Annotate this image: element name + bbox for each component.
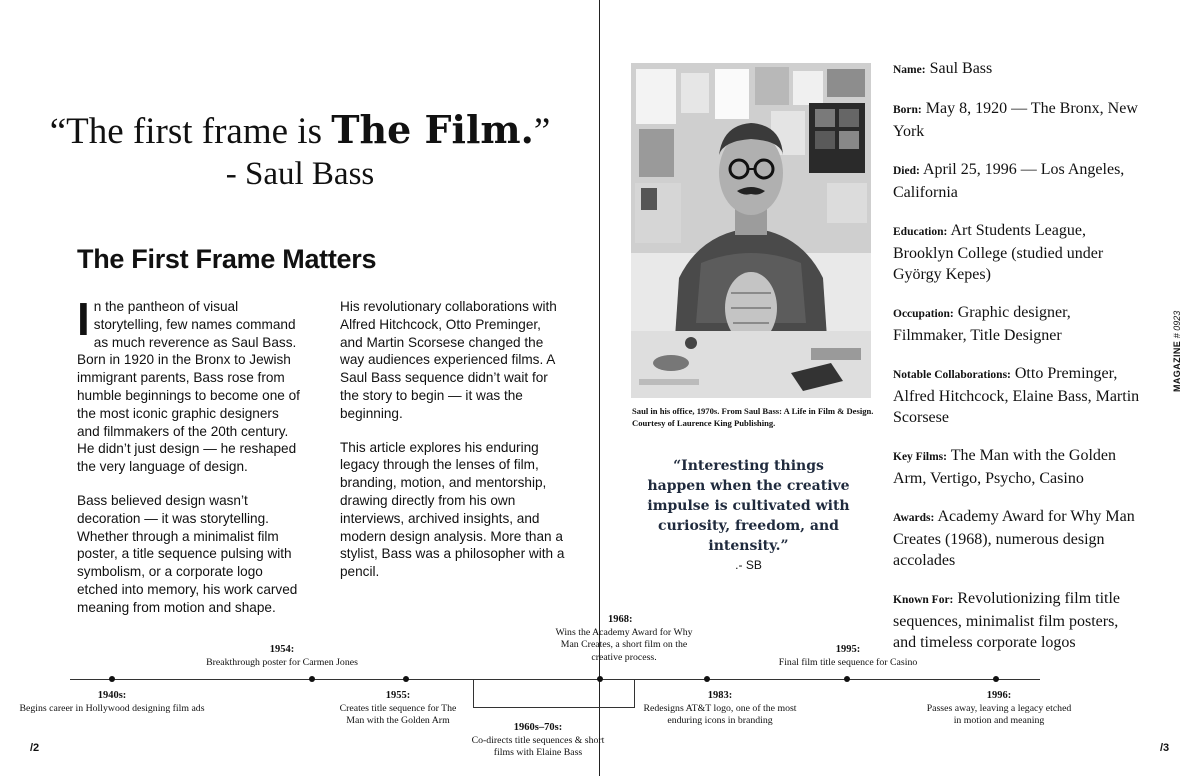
fact-label: Notable Collaborations: <box>893 369 1011 381</box>
fact-value: Saul Bass <box>929 60 993 77</box>
timeline-range-bracket <box>473 679 635 708</box>
timeline-event <box>640 690 800 728</box>
timeline-text: Redesigns AT&T logo, one of the most enduring icons in branding <box>643 702 797 726</box>
fact-key-films <box>893 445 1143 489</box>
timeline-text: Creates title sequence for The Man with the Golden Arm <box>339 702 457 726</box>
timeline-event <box>182 644 382 669</box>
timeline-marker <box>597 676 603 682</box>
quote-emphasis: The Film. <box>331 107 534 152</box>
timeline-event <box>331 690 465 728</box>
fact-education <box>893 220 1143 285</box>
timeline-year: 1955: <box>385 690 411 701</box>
fact-collaborations <box>893 363 1143 428</box>
drop-cap: I <box>77 293 90 345</box>
article-title: The First Frame Matters <box>77 244 377 274</box>
timeline-event <box>548 614 700 664</box>
timeline-year: 1995: <box>835 644 861 655</box>
fact-label: Name: <box>893 64 926 76</box>
paragraph: This article explores his enduring legacy through the lenses of film, branding, motion, and mentorship, drawing directly from his own interviews, archived insights, and modern design analysis. More than a stylist, Bass was a philosopher with a pencil. <box>340 439 565 580</box>
fact-value: Revolutionizing film title sequences, minimalist film posters, and timeless corporate logos <box>893 590 1121 651</box>
fact-label: Education: <box>893 226 948 238</box>
headline-quote <box>0 108 600 194</box>
pull-quote-text: “Interesting things happen when the creative impulse is cultivated with curiosity, freedom, and intensity.” <box>647 458 850 554</box>
quote-author: - Saul Bass <box>225 156 375 192</box>
fact-label: Awards: <box>893 512 935 524</box>
fact-known-for <box>893 588 1143 653</box>
timeline-axis <box>70 679 1040 680</box>
timeline-marker <box>844 676 850 682</box>
timeline-text: Breakthrough poster for Carmen Jones <box>206 656 358 668</box>
fact-value: The Man with the Golden Arm, Vertigo, Psycho, Casino <box>893 447 1116 487</box>
quote-line <box>0 108 600 154</box>
fact-value: Academy Award for Why Man Creates (1968), numerous design accolades <box>893 508 1135 569</box>
timeline-marker <box>403 676 409 682</box>
timeline-year: 1954: <box>269 644 295 655</box>
fact-value: Art Students League, Brooklyn College (studied under György Kepes) <box>893 222 1104 283</box>
fact-value: May 8, 1920 — The Bronx, New York <box>893 100 1138 140</box>
fact-occupation <box>893 302 1143 346</box>
fact-born <box>893 98 1143 142</box>
magazine-issue: # 0923 <box>1172 310 1182 339</box>
timeline-year: 1960s–70s: <box>513 722 563 733</box>
timeline-event <box>924 690 1074 728</box>
portrait-photo <box>631 63 871 398</box>
article-column-2 <box>340 298 565 597</box>
timeline-text: Wins the Academy Award for Why Man Creates, a short film on the creative process. <box>555 626 693 663</box>
fact-value: Otto Preminger, Alfred Hitchcock, Elaine Bass, Martin Scorsese <box>893 365 1140 426</box>
quote-open: “The first frame is <box>49 111 332 152</box>
pull-quote-attribution: .- SB <box>735 558 762 572</box>
page-number-left: /2 <box>30 742 40 754</box>
timeline-text: Final film title sequence for Casino <box>778 656 918 668</box>
fact-label: Known For: <box>893 594 954 606</box>
page-number-right: /3 <box>1160 742 1170 754</box>
paragraph: His revolutionary collaborations with Alfred Hitchcock, Otto Preminger, and Martin Scorsese changed the way audiences experienced films. A Saul Bass sequence didn’t wait for the story to begin — it was the beginning. <box>340 299 557 421</box>
timeline-text: Begins career in Hollywood designing film ads <box>19 702 205 714</box>
magazine-issue-label <box>1172 311 1182 392</box>
photo-caption: Saul in his office, 1970s. From Saul Bass: A Life in Film & Design. Courtesy of Laurence King Publishing. <box>632 406 874 428</box>
fact-label: Key Films: <box>893 451 947 463</box>
fact-died <box>893 159 1143 203</box>
fact-value: April 25, 1996 — Los Angeles, California <box>893 161 1125 201</box>
paragraph-text: n the pantheon of visual storytelling, few names command as much reverence as Saul Bass. Born in 1920 in the Bronx to Jewish immigrant parents, Bass rose from humble beginnings to become one of the most iconic graphic designers and filmmakers of the 20th century. He didn’t just design — he reshaped the very language of design. <box>77 299 300 475</box>
timeline-text: Passes away, leaving a legacy etched in motion and meaning <box>926 702 1072 726</box>
fact-label: Born: <box>893 104 922 116</box>
pull-quote <box>646 456 851 572</box>
paragraph: Bass believed design wasn’t decoration — it was storytelling. Whether through a minimalist film poster, a title sequence pulsing with symbolism, or a corporate logo etched into memory, his work carved meaning from motion and shape. <box>77 492 298 615</box>
timeline-event <box>12 690 212 715</box>
fact-label: Died: <box>893 165 920 177</box>
timeline-year: 1996: <box>986 690 1012 701</box>
portrait-photo-image <box>631 63 871 398</box>
timeline-event <box>468 722 608 760</box>
article-column-1 <box>77 293 302 633</box>
timeline-marker <box>109 676 115 682</box>
fact-name <box>893 58 1143 81</box>
fact-awards <box>893 506 1143 571</box>
fact-value: Graphic designer, Filmmaker, Title Designer <box>893 304 1071 344</box>
fact-sheet <box>893 58 1143 670</box>
timeline-year: 1983: <box>707 690 733 701</box>
fact-label: Occupation: <box>893 308 954 320</box>
timeline-marker <box>309 676 315 682</box>
timeline-marker <box>704 676 710 682</box>
timeline-year: 1968: <box>608 614 633 625</box>
quote-close: ” <box>533 111 551 152</box>
timeline-text: Co-directs title sequences & short films with Elaine Bass <box>471 734 605 758</box>
timeline-year: 1940s: <box>97 690 127 701</box>
magazine-name: MAGAZINE <box>1172 340 1182 392</box>
timeline-marker <box>993 676 999 682</box>
paragraph <box>77 293 302 476</box>
